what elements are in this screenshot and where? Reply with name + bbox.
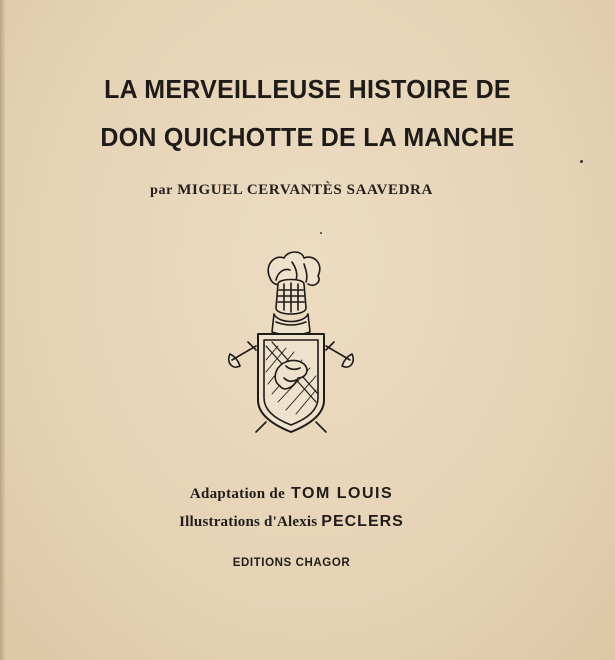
author-name: MIGUEL CERVANTÈS SAAVEDRA	[177, 182, 433, 198]
author-prefix: par	[150, 183, 173, 198]
author-line	[0, 182, 583, 199]
illustrations-label: Illustrations d'Alexis	[179, 514, 318, 530]
title-line-1: LA MERVEILLEUSE HISTOIRE DE	[104, 74, 511, 104]
adaptation-label: Adaptation de	[189, 486, 286, 502]
title-line-2: DON QUICHOTTE DE LA MANCHE	[100, 122, 515, 152]
adaptation-credit	[0, 485, 583, 503]
publisher-name: EDITIONS CHAGOR	[232, 557, 351, 569]
coat-of-arms-icon	[226, 250, 356, 440]
paper-speck	[580, 160, 583, 163]
illustrations-name: PECLERS	[321, 513, 404, 530]
adaptation-name: TOM LOUIS	[291, 485, 394, 502]
illustrations-credit	[0, 513, 583, 531]
paper-speck	[320, 232, 322, 234]
